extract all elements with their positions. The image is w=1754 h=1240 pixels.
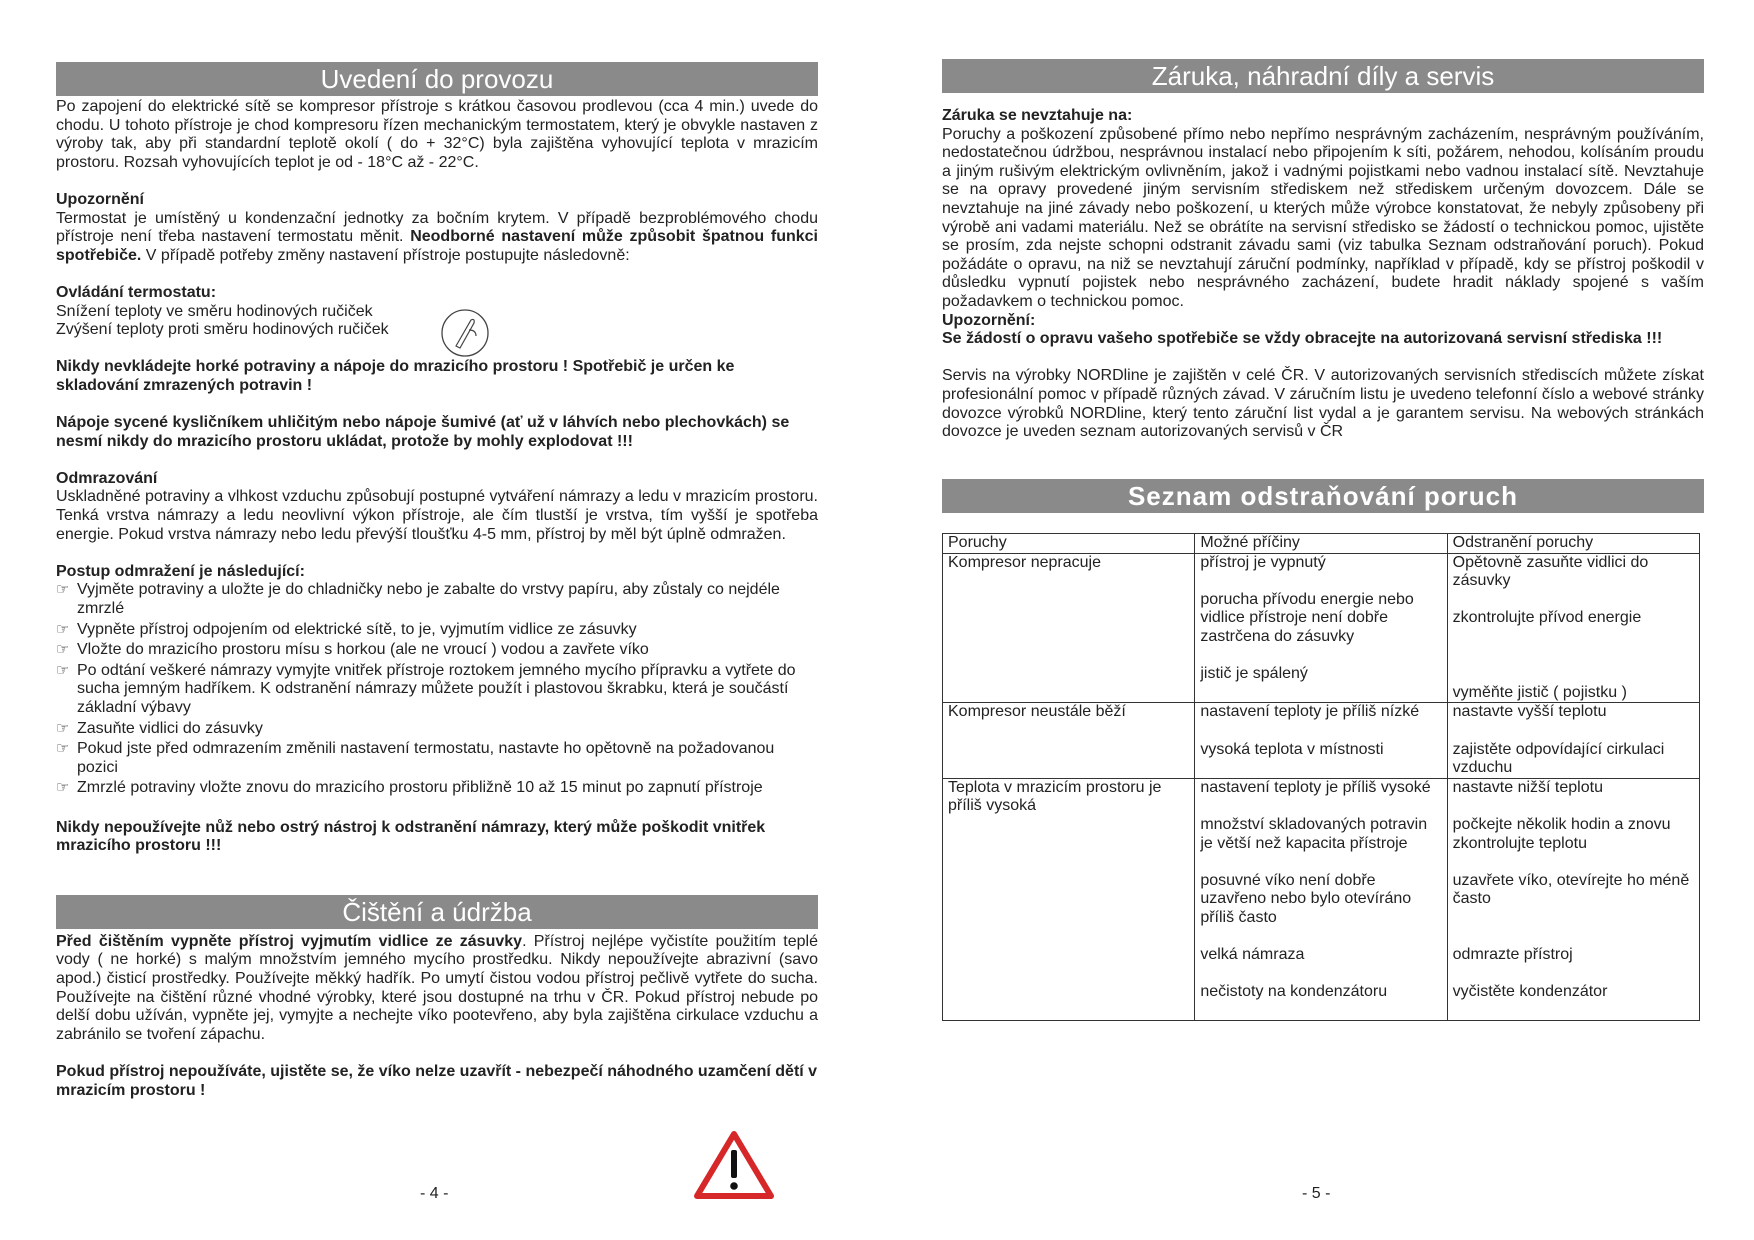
exclusion-paragraph: Poruchy a poškození způsobené přímo nebo nepřímo nesprávným zacházením, nesprávným používáním, nedostatečnou údržbou, nesprávnou instalací nebo připojením k síti, požárem, nehodou, kolísáním proudu a jiným rušivým elektrickým ovlivněním, jakož i vadnými pojistkami nebo vadnou instalací sítě. Nevztahuje se na opravy provedené jiným servisním střediskem než střediskem určeným dovozcem. Dále se nevztahuje na jiné závady nebo poškození, u kterých může výrobce konstatovat, že nebyly způsobeny při výrobě ani vadami materiálu. Než se obrátíte na servisní středisko se žádostí o technickou pomoc, ujistěte se prosím, zda nejste schopni odstranit závadu sami (viz tabulka Seznam odstraňování poruch). Pokud požádáte o opravu, na niž se nevztahují záruční podmínky, například v případě, kdy se přístroj poškodil v důsledku vypnutí pojistek nebo nesprávného zacházení, budete hradit náklady spojené s vaším požadavkem o technickou pomoc.: [942, 125, 1704, 310]
page-number-left: - 4 -: [420, 1185, 449, 1202]
troubleshooting-table: [942, 533, 1700, 1021]
defrost-steps-list: [56, 581, 818, 798]
remedy-cell: nastavte nižší teplotu počkejte několik hodin a znovu zkontrolujte teplotu uzavřete víko, otevírejte ho méně často odmrazte přístroj vyčistěte kondenzátor: [1447, 778, 1699, 1021]
warning-carbonated: Nápoje sycené kysličníkem uhličitým nebo nápoje šumivé (ať už v láhvích nebo plechovkách) se nesmí nikdy do mrazicího prostoru ukládat, protože by mohly explodovat !!!: [56, 414, 790, 450]
list-item: ☞ Zmrzlé potraviny vložte znovu do mrazicího prostoru přibližně 10 až 15 minut po zapnutí přístroje: [56, 779, 763, 797]
pointing-hand-icon: ☞: [56, 719, 70, 737]
column-header: Možné příčiny: [1195, 534, 1447, 554]
list-item: ☞ Zasuňte vidlici do zásuvky: [56, 719, 263, 737]
exclusion-heading: Záruka se nevztahuje na:: [942, 107, 1133, 124]
table-row: [943, 778, 1700, 1021]
thermostat-line-decrease: Snížení teploty ve směru hodinových ručiček: [56, 302, 373, 320]
page-number-right: - 5 -: [1302, 1185, 1331, 1202]
fault-cell: Kompresor neustále běží: [943, 703, 1195, 778]
service-note-text: Se žádostí o opravu vašeho spotřebiče se vždy obracejte na autorizovaná servisní střediska !!!: [942, 330, 1663, 348]
defrost-paragraph: Uskladněné potraviny a vlhkost vzduchu způsobují postupné vytváření námrazy a ledu v mrazicím prostoru. Tenká vrstva námrazy a ledu neovlivní výkon přístroje, ale čím tlustší je vrstva, tím vyšší je spotřeba energie. Pokud vrstva námrazy nebo ledu převýší tloušťku 4-5 mm, přístroj by měl být úplně odmražen.: [56, 488, 818, 543]
warning-child-lock: Pokud přístroj nepoužíváte, ujistěte se, že víko nelze uzavřít - nebezpečí náhodného uzamčení dětí v mrazicím prostoru !: [56, 1062, 818, 1099]
list-item: ☞ Po odtání veškeré námrazy vymyjte vnitřek přístroje roztokem jemného mycího přípravku a vytřete do sucha jemným hadříkem. K odstranění námrazy můžete použít i plastovou škrabku, která je součástí základní výbavy: [56, 661, 796, 716]
cause-cell: nastavení teploty je příliš vysoké množství skladovaných potravin je větší než kapacita přístroje posuvné víko není dobře uzavřeno nebo bylo otevíráno příliš často velká námraza nečistoty na kondenzátoru: [1195, 778, 1447, 1021]
procedure-heading: Postup odmražení je následující:: [56, 562, 305, 580]
thermostat-dial-icon: [440, 308, 490, 358]
cause-cell: nastavení teploty je příliš nízké vysoká teplota v místnosti: [1195, 703, 1447, 778]
list-item: ☞ Vložte do mrazicího prostoru mísu s horkou (ale ne vroucí ) vodou a zavřete víko: [56, 641, 649, 659]
pointing-hand-icon: ☞: [56, 661, 70, 679]
warning-hot-food: Nikdy nevkládejte horké potraviny a nápoje do mrazicího prostoru ! Spotřebič je určen ke skladování zmrazených potravin !: [56, 358, 735, 394]
service-note-heading: Upozornění:: [942, 311, 1036, 329]
service-paragraph: Servis na výrobky NORDline je zajištěn v celé ČR. V autorizovaných servisních střediscích můžete získat profesionální pomoc v případě různých závad. V záručním listu je uvedeno telefonní číslo a webové stránky dovozce výrobků NORDline, který tento záruční list vydal a je garantem servisu. Na webových stránkách dovozce je uveden seznam autorizovaných servisů v ČR: [942, 367, 1704, 441]
pointing-hand-icon: ☞: [56, 581, 70, 599]
list-item: ☞ Pokud jste před odmrazením změnili nastavení termostatu, nastavte ho opětovně na požadovanou pozici: [56, 740, 775, 776]
section-title-cisteni: Čištění a údržba: [56, 895, 818, 929]
intro-paragraph: Po zapojení do elektrické sítě se kompresor přístroje s krátkou časovou prodlevou (cca 4 min.) uvede do chodu. U tohoto přístroje je chod kompresoru řízen mechanickým termostatem, který je obvykle nastaven z výroby tak, aby při standardní teplotě okolí ( do + 32°C) byla zajištěna vyhovující teplota v mrazicím prostoru. Rozsah vyhovujících teplot je od - 18°C až - 22°C.: [56, 98, 818, 171]
note-paragraph: Termostat je umístěný u kondenzační jednotky za bočním krytem. V případě bezproblémového chodu přístroje není třeba nastavení termostatu měnit. Neodborné nastavení může způsobit špatnou funkci spotřebiče. V případě potřeby změny nastavení přístroje postupujte následovně:: [56, 209, 819, 264]
section-title-zaruka: Záruka, náhradní díly a servis: [942, 59, 1704, 93]
pointing-hand-icon: ☞: [56, 740, 70, 758]
note-heading: Upozornění: [56, 190, 144, 208]
fault-cell: Kompresor nepracuje: [943, 553, 1195, 703]
list-item: ☞ Vypněte přístroj odpojením od elektrické sítě, to je, vyjmutím vidlice ze zásuvky: [56, 620, 637, 638]
table-header-row: [943, 534, 1700, 554]
cause-cell: přístroj je vypnutý porucha přívodu energie nebo vidlice přístroje není dobře zastrčena do zásuvky jistič je spálený: [1195, 553, 1447, 703]
table-row: [943, 703, 1700, 778]
remedy-cell: nastavte vyšší teplotu zajistěte odpovídající cirkulaci vzduchu: [1447, 703, 1699, 778]
defrost-heading: Odmrazování: [56, 469, 158, 487]
fault-cell: Teplota v mrazicím prostoru je příliš vysoká: [943, 778, 1195, 1021]
table-row: [943, 553, 1700, 703]
warning-knife: Nikdy nepoužívejte nůž nebo ostrý nástroj k odstranění námrazy, který může poškodit vnitřek mrazicího prostoru !!!: [56, 818, 766, 855]
thermostat-line-increase: Zvýšení teploty proti směru hodinových ručiček: [56, 321, 389, 339]
pointing-hand-icon: ☞: [56, 779, 70, 797]
cleaning-paragraph: Před čištěním vypněte přístroj vyjmutím vidlice ze zásuvky. Přístroj nejlépe vyčistíte použitím teplé vody ( ne horké) s malým množstvím jemného mycího prostředku. Nikdy nepoužívejte abrazivní (savo apod.) čisticí prostředky. Používejte měkký hadřík. Po umytí čistou vodou přístroj pečlivě vytřete do sucha. Používejte na čištění různé vhodné výrobky, které jsou dostupné na trhu v ČR. Pokud přístroj nebude po delší dobu užíván, vypněte jej, vymyjte a nechejte víko pootevřeno, aby byla zajištěna cirkulace vzduchu a zabránilo se tvoření zápachu.: [56, 932, 818, 1043]
section-title-seznam: Seznam odstraňování poruch: [942, 479, 1704, 513]
warning-triangle-icon: [694, 1130, 774, 1200]
column-header: Poruchy: [943, 534, 1195, 554]
left-page: [56, 0, 818, 1240]
thermostat-heading: Ovládání termostatu:: [56, 283, 217, 301]
section-title-uvedeni: Uvedení do provozu: [56, 62, 818, 96]
column-header: Odstranění poruchy: [1447, 534, 1699, 554]
pointing-hand-icon: ☞: [56, 620, 70, 638]
pointing-hand-icon: ☞: [56, 641, 70, 659]
remedy-cell: Opětovně zasuňte vidlici do zásuvky zkontrolujte přívod energie vyměňte jistič ( pojistku ): [1447, 553, 1699, 703]
list-item: ☞ Vyjměte potraviny a uložte je do chladničky nebo je zabalte do vrstvy papíru, aby zůstaly co nejdéle zmrzlé: [56, 581, 780, 618]
